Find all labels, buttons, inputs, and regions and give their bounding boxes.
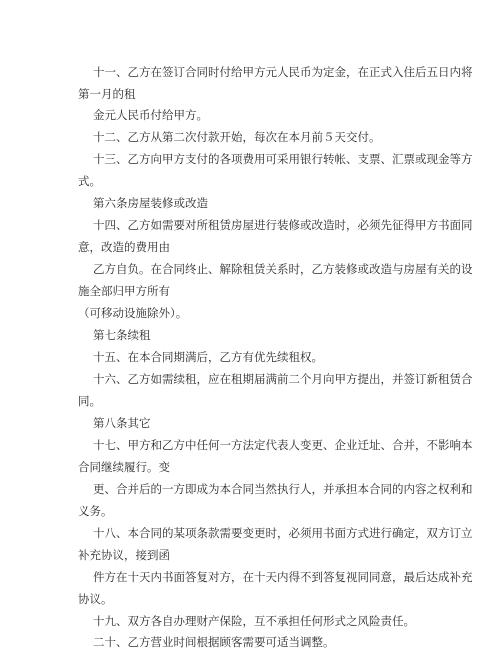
- paragraph-line: 意，改造的费用由: [78, 240, 170, 254]
- paragraph-line: 更、合并后的一方即成为本合同当然执行人，并承担本合同的内容之权利和: [93, 482, 473, 496]
- paragraph-line: 金元人民币付给甲方。: [93, 108, 208, 122]
- paragraph-line: 十四、乙方如需要对所租赁房屋进行装修或改造时，必须先征得甲方书面同: [93, 218, 473, 232]
- paragraph-line: 施全部归甲方所有: [78, 284, 170, 298]
- section-heading: 第六条房屋装修或改造: [93, 196, 208, 210]
- paragraph-line: 补充协议，接到函: [78, 548, 170, 562]
- paragraph-line: 件方在十天内书面答复对方，在十天内得不到答复视同同意，最后达成补充: [93, 570, 473, 584]
- section-heading: 第八条其它: [93, 416, 151, 430]
- paragraph-line: （可移动设施除外）。: [78, 306, 188, 320]
- section-heading: 第七条续租: [93, 328, 151, 342]
- paragraph-line: 协议。: [78, 592, 113, 606]
- paragraph-line: 十六、乙方如需续租，应在租期届满前二个月向甲方提出，并签订新租赁合: [93, 372, 473, 386]
- paragraph-line: 第一月的租: [78, 87, 136, 101]
- paragraph-line: 二十、乙方营业时间根据顾客需要可适当调整。: [93, 635, 335, 649]
- paragraph-line: 乙方自负。在合同终止、解除租赁关系时，乙方装修或改造与房屋有关的设: [93, 262, 473, 276]
- paragraph-line: 十九、双方各自办理财产保险，互不承担任何形式之风险责任。: [93, 614, 415, 628]
- paragraph-line: 十三、乙方向甲方支付的各项费用可采用银行转帐、支票、汇票或现金等方: [93, 152, 473, 166]
- paragraph-line: 十一、乙方在签订合同时付给甲方元人民币为定金，在正式入住后五日内将: [93, 65, 473, 79]
- paragraph-line: 十二、乙方从第二次付款开始，每次在本月前５天交付。: [93, 130, 381, 144]
- paragraph-line: 十五、在本合同期满后，乙方有优先续租权。: [93, 350, 323, 364]
- paragraph-line: 十七、甲方和乙方中任何一方法定代表人变更、企业迁址、合并，不影响本: [93, 438, 473, 452]
- paragraph-line: 式。: [78, 174, 101, 188]
- paragraph-line: 合同继续履行。变: [78, 460, 170, 474]
- paragraph-line: 同。: [78, 394, 101, 408]
- paragraph-line: 十八、本合同的某项条款需要变更时，必须用书面方式进行确定，双方订立: [93, 526, 473, 540]
- paragraph-line: 义务。: [78, 504, 113, 518]
